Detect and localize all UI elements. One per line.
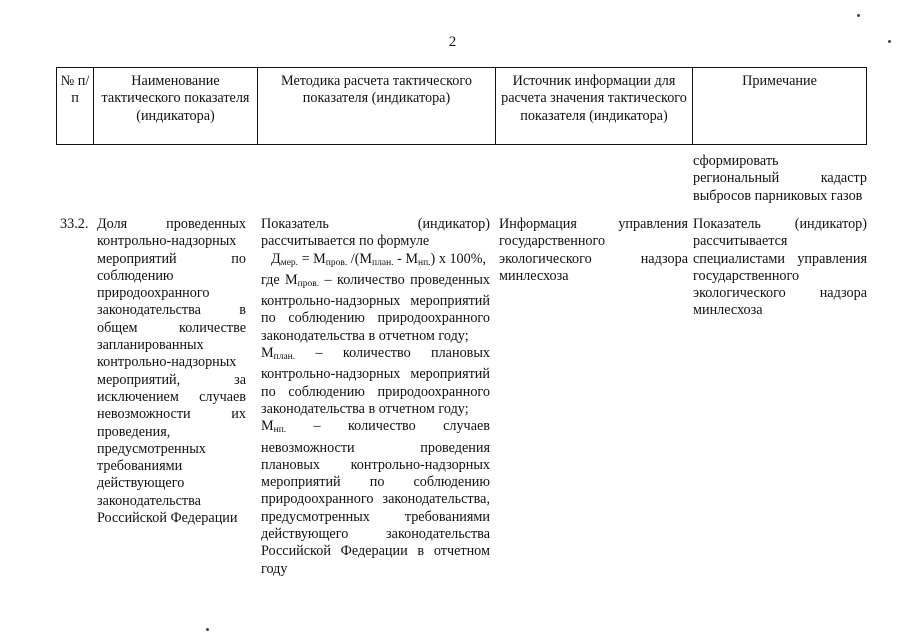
header-row <box>57 68 867 145</box>
definition-m-plan: Мплан. – количество плановых контрольно-надзорных мероприятий по соблюдению природоохранного законодательства в отчетном году; <box>261 345 490 417</box>
header-table <box>56 67 867 145</box>
page-number: 2 <box>448 34 457 50</box>
indicator-name: Доля проведенных контрольно-надзорных мероприятий по соблюдению природоохранного законодательства в общем количестве запланированных контрольно-надзорных мероприятий, за исключением случаев невозможности их проведения, предусмотренных требованиями действующего законодательства Российской Федерации <box>97 216 246 527</box>
calculation-method <box>261 216 490 578</box>
definition-m-prov: где Мпров. – количество проведенных контрольно-надзорных мероприятий по соблюдению природоохранного законодательства в отчетном году; <box>261 271 490 344</box>
definition-m-np: Мнп. – количество случаев невозможности проведения плановых контрольно-надзорных мероприятий по соблюдению природоохранного законодательства, предусмотренных требованиями действующего законодательства Российской Федерации в отчетном году <box>261 418 490 577</box>
header-method: Методика расчета тактического показателя (индикатора) <box>258 68 496 145</box>
header-name: Наименование тактического показателя (индикатора) <box>94 68 258 145</box>
formula: Дмер. = Мпров. /(Мплан. - Мнп.) x 100%, <box>271 250 487 268</box>
method-intro: Показатель (индикатор) рассчитывается по формуле <box>261 216 490 250</box>
scan-speck <box>857 14 860 17</box>
header-number: № п/п <box>57 68 94 145</box>
scan-speck <box>888 40 891 43</box>
continued-note: сформировать региональный кадастр выбросов парниковых газов <box>693 153 867 204</box>
scan-speck <box>206 628 209 631</box>
header-note: Примечание <box>693 68 867 145</box>
row-number: 33.2. <box>60 216 89 232</box>
row-note: Показатель (индикатор) рассчитывается специалистами управления государственного экологического надзора минлесхоза <box>693 216 867 319</box>
information-source: Информация управления государственного экологического надзора минлесхоза <box>499 216 688 284</box>
header-source: Источник информации для расчета значения тактического показателя (индикатора) <box>496 68 693 145</box>
